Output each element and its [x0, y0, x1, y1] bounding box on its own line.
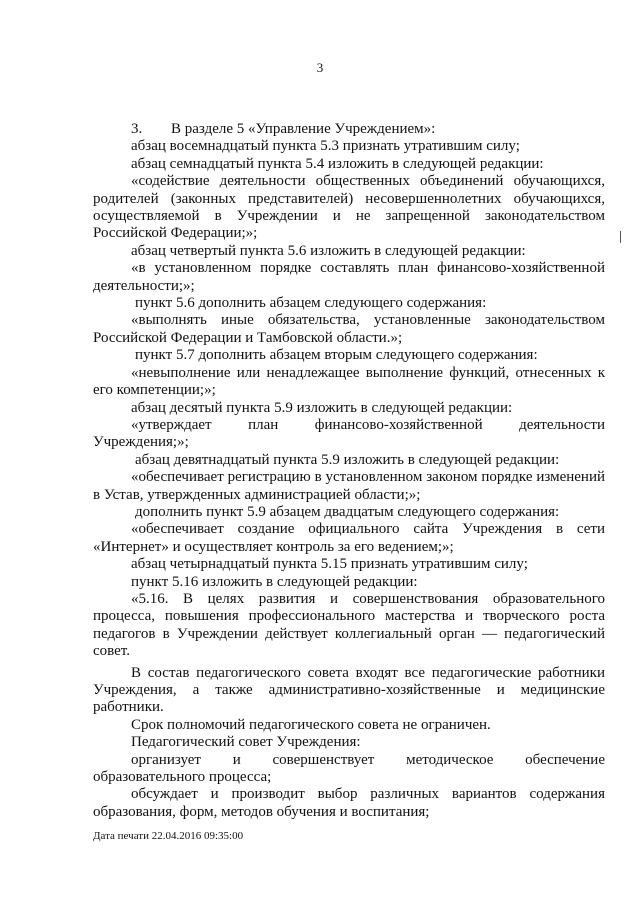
paragraph: В состав педагогического совета входят все педагогические работники Учреждения, а также административно-хозяйственные и медицинские работники.	[93, 664, 605, 716]
paragraph: абзац восемнадцатый пункта 5.3 признать утратившим силу;	[131, 138, 520, 155]
paragraph: пункт 5.16 изложить в следующей редакции:	[131, 573, 418, 590]
paragraph: абзац четырнадцатый пункта 5.15 признать утратившим силу;	[131, 556, 528, 573]
section-heading	[93, 121, 605, 138]
print-date: Дата печати 22.04.2016 09:35:00	[93, 830, 244, 842]
paragraph: организует и совершенствует методическое обеспечение образовательного процесса;	[93, 751, 605, 786]
paragraph: абзац десятый пункта 5.9 изложить в следующей редакции:	[131, 399, 513, 416]
document-body	[93, 121, 605, 821]
section-number: 3.	[131, 121, 143, 137]
paragraph: «5.16. В целях развития и совершенствования образовательного процесса, повышения профессионального мастерства и творческого роста педагогов в Учреждении действует коллегиальный орган — педагогический совет.	[93, 590, 605, 660]
paragraph: «обеспечивает регистрацию в установленном законом порядке изменений в Устав, утвержденных администрацией области;»;	[93, 469, 605, 503]
paragraph: пункт 5.7 дополнить абзацем вторым следующего содержания:	[135, 347, 538, 364]
paragraph: дополнить пункт 5.9 абзацем двадцатым следующего содержания:	[135, 503, 560, 520]
paragraph: «содействие деятельности общественных объединений обучающихся, родителей (законных представителей) несовершеннолетних обучающихся, осуществляемой в Учреждении и не запрещенной законодательством Российской Федерации;»;	[93, 173, 605, 242]
paragraph: «в установленном порядке составлять план финансово-хозяйственной деятельности;»;	[93, 260, 605, 294]
paragraph: «невыполнение или ненадлежащее выполнение функций, отнесенных к его компетенции;»;	[93, 364, 605, 399]
paragraph: «обеспечивает создание официального сайта Учреждения в сети «Интернет» и осуществляет контроль за его ведением;»;	[93, 521, 605, 555]
margin-mark	[620, 231, 621, 243]
paragraph: Срок полномочий педагогического совета не ограничен.	[131, 716, 491, 733]
paragraph: Педагогический совет Учреждения:	[131, 734, 361, 751]
paragraph: абзац семнадцатый пункта 5.4 изложить в следующей редакции:	[131, 155, 544, 172]
page-number: 3	[316, 60, 324, 75]
paragraph: «утверждает план финансово-хозяйственной деятельности Учреждения;»;	[93, 416, 605, 451]
paragraph: абзац четвертый пункта 5.6 изложить в следующей редакции:	[131, 242, 526, 259]
paragraph: «выполнять иные обязательства, установленные законодательством Российской Федерации и Тамбовской области.»;	[93, 312, 605, 346]
paragraph: абзац девятнадцатый пункта 5.9 изложить в следующей редакции:	[135, 451, 560, 468]
paragraph: пункт 5.6 дополнить абзацем следующего содержания:	[135, 295, 487, 312]
section-title: В разделе 5 «Управление Учреждением»:	[171, 121, 436, 137]
paragraph: обсуждает и производит выбор различных вариантов содержания образования, форм, методов обучения и воспитания;	[93, 786, 605, 820]
